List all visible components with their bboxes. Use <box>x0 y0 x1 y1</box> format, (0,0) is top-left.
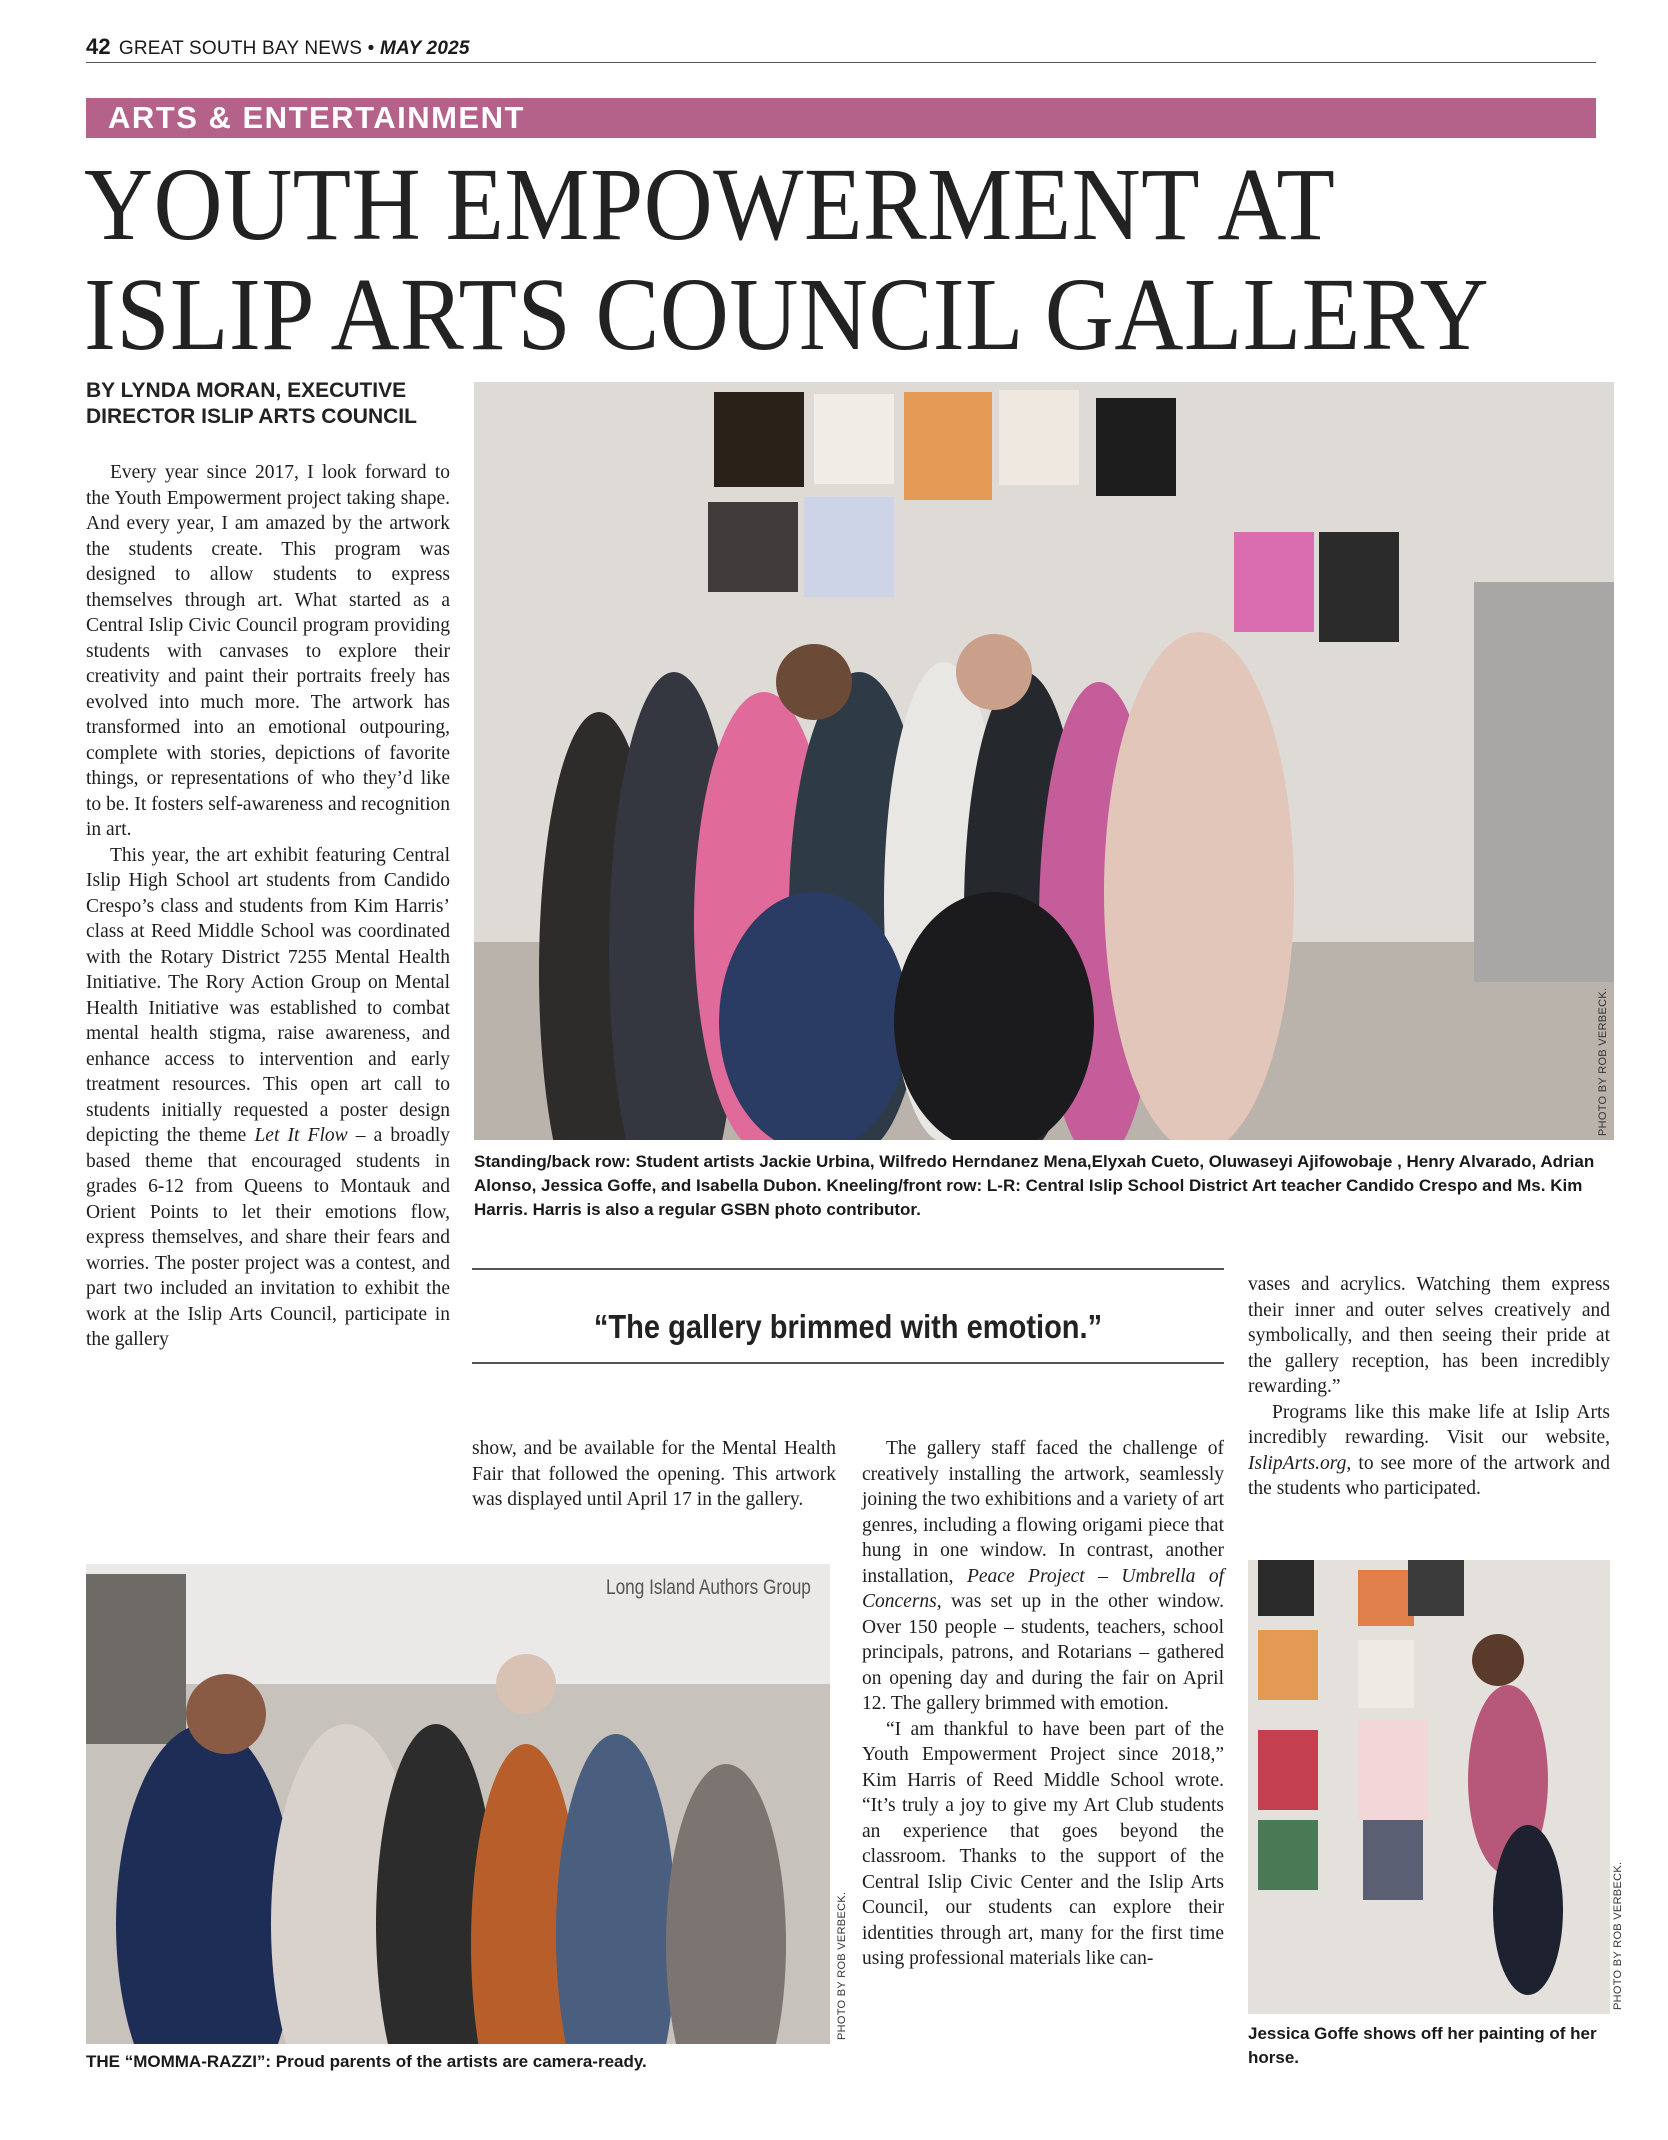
page-number: 42 <box>86 34 111 59</box>
article-column-4 <box>1248 1272 1610 1502</box>
paragraph: show, and be available for the Mental Health Fair that followed the opening. This artwork was displayed until April 17 in the gallery. <box>472 1438 836 1510</box>
installation-title: Peace Project – Umbrella of Concerns <box>862 1565 1224 1612</box>
paragraph <box>86 843 450 1353</box>
jessica-photo <box>1248 1560 1610 2014</box>
paragraph: vases and acrylics. Watching them express their inner and outer selves creatively and symbolically, and then seeing their pride at the gallery reception, has been incredibly rewarding.” <box>1248 1274 1610 1397</box>
paragraph: Every year since 2017, I look forward to the Youth Empowerment project taking shape. And every year, I am amazed by the artwork the students create. This program was designed to allow students to express themselves through art. What started as a Central Islip Civic Council program providing students with canvases to explore their creativity and paint their portraits freely has evolved into much more. The artwork has transformed into an emotional outpouring, complete with stories, depictions of favorite things, or representations of who they’d like to be. It fosters self-awareness and recognition in art. <box>86 462 450 840</box>
pull-quote-rule-top <box>472 1268 1224 1270</box>
issue-date: MAY 2025 <box>380 38 470 59</box>
article-column-1 <box>86 460 450 1353</box>
pull-quote: “The gallery brimmed with emotion.” <box>593 1308 1103 1345</box>
parents-photo-caption: THE “MOMMA-RAZZI”: Proud parents of the artists are camera-ready. <box>86 2052 647 2071</box>
publication-name: GREAT SOUTH BAY NEWS <box>118 38 363 59</box>
article-headline <box>84 147 1492 372</box>
parents-photo <box>86 1564 830 2044</box>
photo-credit: PHOTO BY ROB VERBECK. <box>1597 987 1609 1136</box>
section-label: ARTS & ENTERTAINMENT <box>108 100 525 135</box>
paragraph: “I am thankful to have been part of the Youth Empowerment Project since 2018,” Kim Harris of Reed Middle School wrote. “It’s truly a joy to give my Art Club students an experience that goes beyond the classroom. Thanks to the support of the Central Islip Civic Center and the Islip Arts Council, our students can explore their identities through art, many for the first time using professional materials like can- <box>862 1718 1224 1969</box>
website-name: IslipArts.org <box>1248 1452 1347 1474</box>
paragraph-text: Programs like this make life at Islip Arts incredibly rewarding. Visit our website, <box>1248 1401 1610 1448</box>
main-photo-caption: Standing/back row: Student artists Jackie Urbina, Wilfredo Herndanez Mena,Elyxah Cueto, Oluwaseyi Ajifowobaje , Henry Alvarado, Adrian Alonso, Jessica Goffe, and Isabella Dubon. Kneeling/front row: L-R: Central Islip School District Art teacher Candido Crespo and Ms. Kim Harris. Harris is also a regular GSBN photo contributor. <box>474 1152 1595 1219</box>
pull-quote-rule-bottom <box>472 1362 1224 1364</box>
paragraph-text: , to see more of the artwork and the students who participated. <box>1248 1452 1610 1499</box>
jessica-photo-caption: Jessica Goffe shows off her painting of her horse. <box>1248 2024 1597 2067</box>
byline-line-2: DIRECTOR ISLIP ARTS COUNCIL <box>86 405 417 428</box>
paragraph-text: , was set up in the other window. Over 150 people – students, teachers, school principals, patrons, and Rotarians – gathered on opening day and during the fair on April 12. The gallery brimmed with emotion. <box>862 1591 1224 1714</box>
group-photo-illustration <box>474 382 1614 1140</box>
paragraph <box>862 1436 1224 1717</box>
header-rule <box>86 62 1596 63</box>
headline-line-1: YOUTH EMPOWERMENT AT <box>84 147 1336 262</box>
article-column-3 <box>862 1436 1224 1972</box>
folio-separator: • <box>367 38 375 59</box>
byline <box>86 378 456 430</box>
headline-line-2: ISLIP ARTS COUNCIL GALLERY <box>84 257 1490 372</box>
byline-line-1: BY LYNDA MORAN, EXECUTIVE <box>86 379 407 402</box>
section-band <box>86 98 1596 138</box>
theme-title: Let It Flow <box>254 1125 348 1146</box>
photo-credit: PHOTO BY ROB VERBECK. <box>1612 1861 1624 2010</box>
jessica-photo-illustration <box>1248 1560 1610 2014</box>
authors-group-sign: Long Island Authors Group <box>606 1576 811 1599</box>
parents-photo-illustration <box>86 1564 830 2044</box>
paragraph-text: This year, the art exhibit featuring Central Islip High School art students from Candido Crespo’s class and students from Kim Harris’ class at Reed Middle School was coordinated with the Rotary District 7255 Mental Health Initiative. The Rory Action Group on Mental Health Initiative was established to combat mental health stigma, raise awareness, and enhance access to intervention and early treatment resources. This open art call to students initially requested a poster design depicting the theme <box>86 844 450 1146</box>
paragraph-text: The gallery staff faced the challenge of creatively installing the artwork, seamlessly joining the two exhibitions and a variety of art genres, including a flowing origami piece that hung in one window. In contrast, another installation, <box>862 1438 1224 1587</box>
article-column-2 <box>472 1436 836 1513</box>
paragraph-text: – a broadly based theme that encouraged students in grades 6-12 from Queens to Montauk and Orient Points to let their emotions flow, express themselves, and share their fears and worries. The poster project was a contest, and part two included an invitation to exhibit the work at the Islip Arts Council, participate in the gallery <box>86 1125 450 1350</box>
photo-credit: PHOTO BY ROB VERBECK. <box>836 1891 848 2040</box>
page-folio <box>86 34 470 60</box>
main-group-photo <box>474 382 1614 1140</box>
paragraph <box>1248 1400 1610 1502</box>
